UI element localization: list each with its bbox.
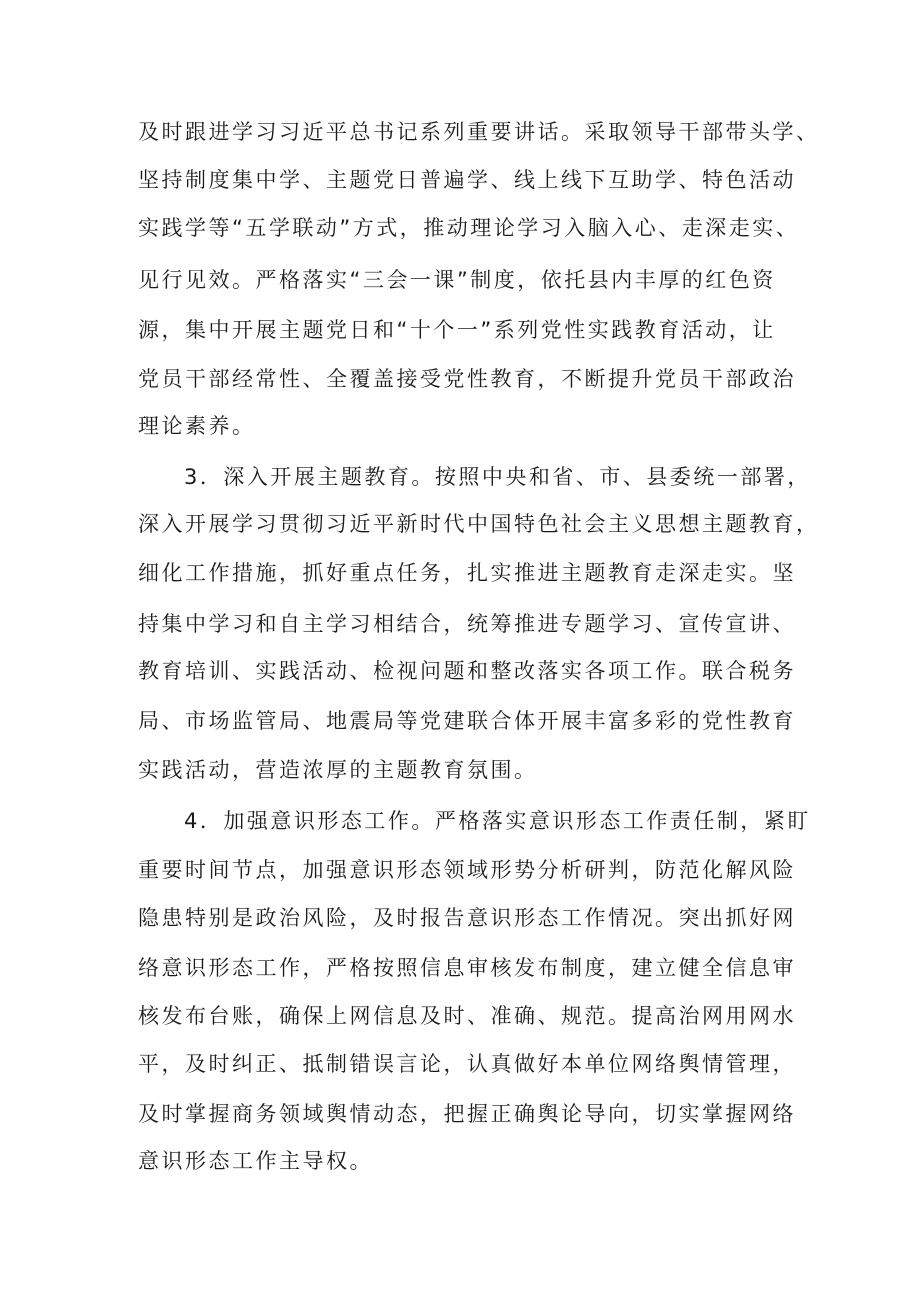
text-line: 实践活动，营造浓厚的主题教育氛围。 <box>138 758 538 782</box>
text-line: 深入开展学习贯彻习近平新时代中国特色社会主义思想主题教育， <box>138 512 820 536</box>
text-line: 3．深入开展主题教育。按照中央和省、市、县委统一部署， <box>184 465 811 489</box>
text-line: 细化工作措施，抓好重点任务，扎实推进主题教育走深走实。坚 <box>138 561 796 585</box>
text-line: 党员干部经常性、全覆盖接受党性教育，不断提升党员干部政治 <box>138 367 796 391</box>
text-line: 平，及时纠正、抵制错误言论，认真做好本单位网络舆情管理， <box>138 1052 796 1076</box>
text-line: 意识形态工作主导权。 <box>138 1149 373 1173</box>
text-line: 4．加强意识形态工作。严格落实意识形态工作责任制，紧盯 <box>184 809 811 833</box>
text-line: 源，集中开展主题党日和“十个一”系列党性实践教育活动，让 <box>138 318 776 342</box>
text-line: 局、市场监管局、地震局等党建联合体开展丰富多彩的党性教育 <box>138 709 796 733</box>
text-line: 络意识形态工作，严格按照信息审核发布制度，建立健全信息审 <box>138 956 796 980</box>
text-line: 见行见效。严格落实“三会一课”制度，依托县内丰厚的红色资 <box>138 268 776 292</box>
text-line: 坚持制度集中学、主题党日普遍学、线上线下互助学、特色活动 <box>138 168 796 192</box>
text-line: 理论素养。 <box>138 414 256 438</box>
text-line: 重要时间节点，加强意识形态领域形势分析研判，防范化解风险 <box>138 858 796 882</box>
text-line: 实践学等“五学联动”方式，推动理论学习入脑入心、走深走实、 <box>138 216 800 240</box>
text-line: 隐患特别是政治风险，及时报告意识形态工作情况。突出抓好网 <box>138 906 796 930</box>
text-line: 核发布台账，确保上网信息及时、准确、规范。提高治网用网水 <box>138 1004 796 1028</box>
text-line: 持集中学习和自主学习相结合，统筹推进专题学习、宣传宣讲、 <box>138 612 796 636</box>
text-line: 及时跟进学习习近平总书记系列重要讲话。采取领导干部带头学、 <box>138 120 820 144</box>
text-line: 及时掌握商务领域舆情动态，把握正确舆论导向，切实掌握网络 <box>138 1102 796 1126</box>
text-line: 教育培训、实践活动、检视问题和整改落实各项工作。联合税务 <box>138 659 796 683</box>
